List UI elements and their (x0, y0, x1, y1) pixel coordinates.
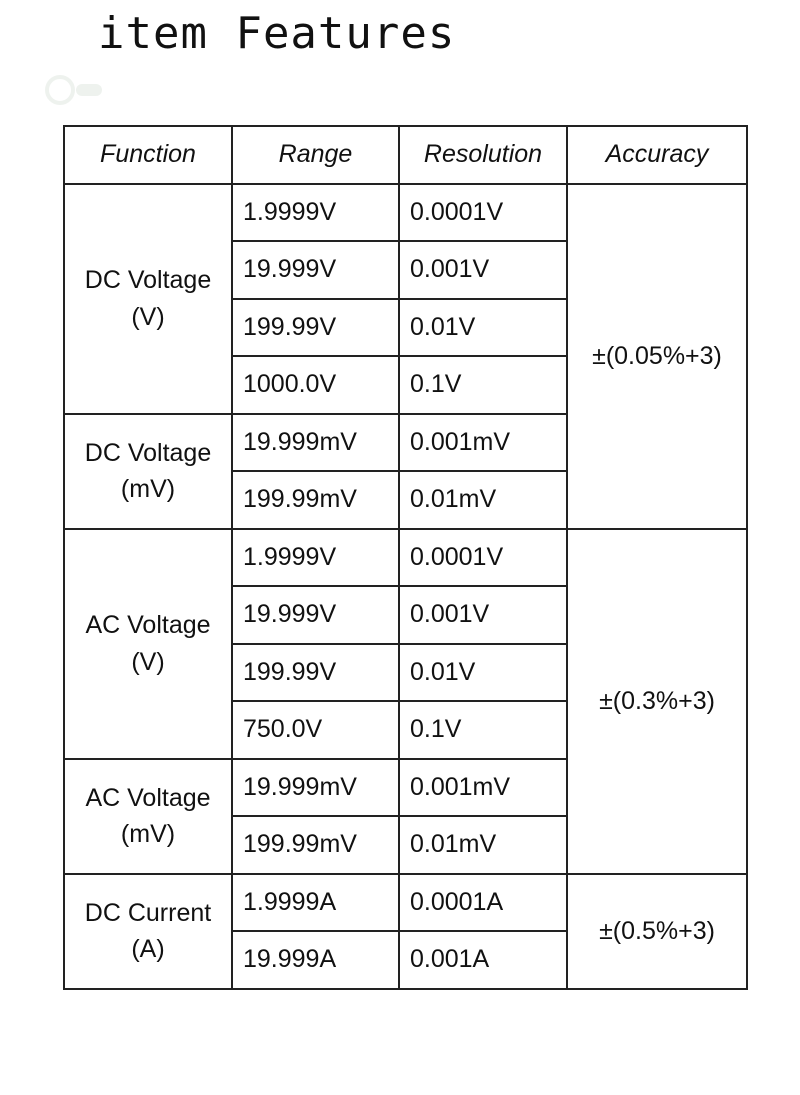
function-unit: (V) (131, 302, 165, 331)
resolution-cell: 0.001V (399, 241, 567, 299)
function-name: DC Voltage (84, 266, 212, 295)
range-cell: 19.999V (232, 586, 399, 644)
function-unit: (V) (131, 647, 165, 676)
function-unit: (mV) (120, 820, 176, 848)
resolution-cell: 0.1V (399, 356, 567, 414)
range-cell: 199.99mV (232, 471, 399, 529)
function-unit: (mV) (120, 475, 176, 503)
table-row (64, 184, 747, 242)
range-cell: 19.999mV (232, 759, 399, 817)
range-cell: 199.99V (232, 299, 399, 357)
range-cell: 19.999mV (232, 414, 399, 472)
accuracy-cell: ±(0.3%+3) (567, 529, 747, 874)
features-table (63, 125, 748, 990)
resolution-cell: 0.01mV (399, 816, 567, 874)
function-cell (64, 414, 232, 529)
function-cell (64, 184, 232, 414)
resolution-cell: 0.001A (399, 931, 567, 989)
function-name: DC Voltage (84, 438, 212, 467)
resolution-cell: 0.0001A (399, 874, 567, 932)
table-row (64, 529, 747, 587)
resolution-cell: 0.001mV (399, 759, 567, 817)
function-cell (64, 874, 232, 989)
header-range: Range (232, 126, 399, 184)
function-cell (64, 759, 232, 874)
range-cell: 199.99mV (232, 816, 399, 874)
function-name: AC Voltage (85, 783, 211, 812)
resolution-cell: 0.001V (399, 586, 567, 644)
range-cell: 1.9999V (232, 529, 399, 587)
resolution-cell: 0.001mV (399, 414, 567, 472)
function-unit: (A) (131, 935, 165, 963)
header-function: Function (64, 126, 232, 184)
accuracy-cell: ±(0.05%+3) (567, 184, 747, 529)
resolution-cell: 0.01V (399, 644, 567, 702)
range-cell: 19.999V (232, 241, 399, 299)
range-cell: 1000.0V (232, 356, 399, 414)
table-header-row (64, 126, 747, 184)
header-accuracy: Accuracy (567, 126, 747, 184)
page-title: item Features (98, 8, 456, 59)
watermark-logo (38, 72, 108, 108)
range-cell: 19.999A (232, 931, 399, 989)
range-cell: 1.9999V (232, 184, 399, 242)
function-cell (64, 529, 232, 759)
range-cell: 1.9999A (232, 874, 399, 932)
function-name: DC Current (84, 898, 212, 927)
range-cell: 750.0V (232, 701, 399, 759)
function-name: AC Voltage (85, 611, 211, 640)
range-cell: 199.99V (232, 644, 399, 702)
table-row (64, 874, 747, 932)
resolution-cell: 0.1V (399, 701, 567, 759)
accuracy-cell: ±(0.5%+3) (567, 874, 747, 989)
resolution-cell: 0.0001V (399, 529, 567, 587)
resolution-cell: 0.01V (399, 299, 567, 357)
resolution-cell: 0.01mV (399, 471, 567, 529)
resolution-cell: 0.0001V (399, 184, 567, 242)
header-resolution: Resolution (399, 126, 567, 184)
